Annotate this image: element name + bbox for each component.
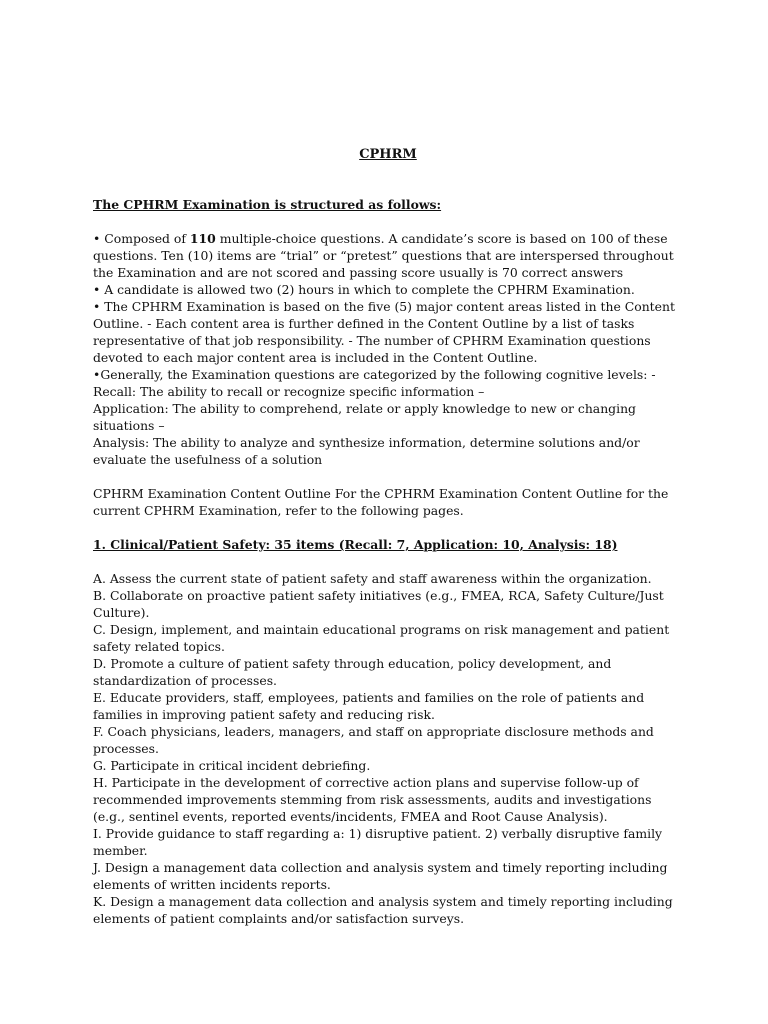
spacer xyxy=(93,519,683,536)
bullet-glyph: • xyxy=(93,282,101,297)
bullet-glyph: • xyxy=(93,367,101,382)
bullet-1-text-end: multiple-choice questions. A candidate’s score is based on 100 of these questions. Ten (10) items are “trial” or “pretest” questions that are interspersed throughout the Examination and are not scored and passing score usually is 70 correct answers xyxy=(93,231,674,280)
task-item-f: F. Coach physicians, leaders, managers, and staff on appropriate disclosure methods and processes. xyxy=(93,724,654,756)
document-title: CPHRM xyxy=(359,147,417,162)
question-count: 110 xyxy=(189,231,216,246)
bullet-item-4 xyxy=(93,366,683,400)
bullet-2-text: A candidate is allowed two (2) hours in which to complete the CPHRM Examination. xyxy=(104,282,635,297)
section-1-heading: 1. Clinical/Patient Safety: 35 items (Recall: 7, Application: 10, Analysis: 18) xyxy=(93,537,618,552)
document-page xyxy=(93,146,683,927)
bullet-4-text: Generally, the Examination questions are categorized by the following cognitive levels: - Recall: The ability to recall or recognize specific information – xyxy=(93,367,656,399)
structure-heading: The CPHRM Examination is structured as follows: xyxy=(93,197,442,212)
task-item-c: C. Design, implement, and maintain educational programs on risk management and patient safety related topics. xyxy=(93,622,670,654)
bullet-3-text: The CPHRM Examination is based on the five (5) major content areas listed in the Content Outline. - Each content area is further defined in the Content Outline by a list of tasks representative of that job responsibility. - The number of CPHRM Examination questions devoted to each major content area is included in the Content Outline. xyxy=(93,299,675,365)
task-item-h: H. Participate in the development of corrective action plans and supervise follow-up of recommended improvements stemming from risk assessments, audits and investigations (e.g., sentinel events, reported events/incidents, FMEA and Root Cause Analysis). xyxy=(93,775,652,824)
task-item-a: A. Assess the current state of patient safety and staff awareness within the organization. xyxy=(93,571,652,586)
spacer xyxy=(93,468,683,485)
bullet-1-text-start: Composed of xyxy=(104,231,190,246)
task-item-d: D. Promote a culture of patient safety through education, policy development, and standardization of processes. xyxy=(93,656,612,688)
outline-paragraph: CPHRM Examination Content Outline For the CPHRM Examination Content Outline for the current CPHRM Examination, refer to the following pages. xyxy=(93,486,669,518)
analysis-level: Analysis: The ability to analyze and synthesize information, determine solutions and/or evaluate the usefulness of a solution xyxy=(93,435,640,467)
task-item-k: K. Design a management data collection and analysis system and timely reporting including elements of patient complaints and/or satisfaction surveys. xyxy=(93,894,673,926)
task-list xyxy=(93,570,683,927)
task-item-b: B. Collaborate on proactive patient safety initiatives (e.g., FMEA, RCA, Safety Culture/Just Culture). xyxy=(93,588,664,620)
bullet-item-2 xyxy=(93,281,683,298)
task-item-j: J. Design a management data collection and analysis system and timely reporting including elements of written incidents reports. xyxy=(93,860,668,892)
task-item-i: I. Provide guidance to staff regarding a: 1) disruptive patient. 2) verbally disruptive family member. xyxy=(93,826,663,858)
bullet-item-1 xyxy=(93,230,683,281)
bullet-glyph: • xyxy=(93,299,101,314)
application-level: Application: The ability to comprehend, relate or apply knowledge to new or changing situations – xyxy=(93,401,636,433)
bullet-glyph: • xyxy=(93,231,101,246)
bullet-item-3 xyxy=(93,298,683,366)
task-item-e: E. Educate providers, staff, employees, patients and families on the role of patients and families in improving patient safety and reducing risk. xyxy=(93,690,645,722)
task-item-g: G. Participate in critical incident debriefing. xyxy=(93,758,371,773)
